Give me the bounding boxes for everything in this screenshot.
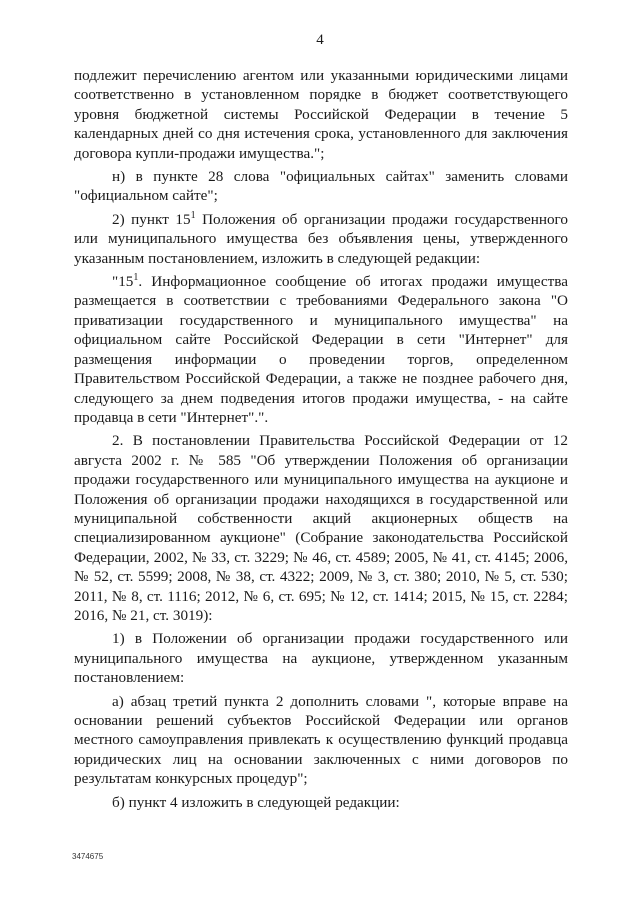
text-fragment: "15 xyxy=(112,273,134,291)
paragraph-quote-15-1 xyxy=(74,272,568,427)
superscript: 1 xyxy=(133,272,139,283)
paragraph-item-n: н) в пункте 28 слова "официальных сайтах" заменить словами "официальном сайте"; xyxy=(74,168,568,205)
paragraph-sub-a: а) абзац третий пункта 2 дополнить словами ", которые вправе на основании решений субъектов Российской Федерации или органов местного самоуправления привлекать к осуществлению функций продавца юридических лиц на основании заключенных с ними договоров по результатам конкурсных процедур"; xyxy=(74,692,568,788)
document-id: 3474675 xyxy=(72,852,104,861)
page-number: 4 xyxy=(316,32,324,48)
text-fragment: 2) пункт 15 xyxy=(112,210,191,228)
paragraph-sub-1: 1) в Положении об организации продажи государственного или муниципального имущества на аукционе, утвержденном указанным постановлением: xyxy=(74,630,568,687)
text-fragment: . Информационное сообщение об итогах продажи имущества размещается в соответствии с требованиями Федерального закона "О приватизации государственного и муниципального имущества" на официальном сайте Российской Федерации в сети "Интернет" для размещения информации о проведении торгов, определенном Правительством Российской Федерации, а также не позднее рабочего дня, следующего за днем подведения итогов продажи имущества, - на сайте продавца в сети "Интернет".". xyxy=(74,273,568,426)
paragraph-sub-b: б) пункт 4 изложить в следующей редакции: xyxy=(112,793,400,811)
text-fragment: Положения об организации продажи государственного или муниципального имущества без объявления цены, утвержденного указанным постановлением, изложить в следующей редакции: xyxy=(74,210,568,267)
paragraph-item-2-part xyxy=(74,210,568,268)
paragraph-continuation: подлежит перечислению агентом или указанными юридическими лицами соответственно в установленном порядке в бюджет соответствующего уровня бюджетной системы Российской Федерации в течение 5 календарных дней со дня истечения срока, установленного для заключения договора купли-продажи имущества."; xyxy=(74,67,568,162)
document-body xyxy=(74,66,568,816)
superscript: 1 xyxy=(190,209,196,221)
paragraph-item-2: 2. В постановлении Правительства Российской Федерации от 12 августа 2002 г. № 585 "Об утверждении Положения об организации продажи государственного или муниципального имущества на аукционе и Положения об организации продажи находящихся в государственной или муниципальной собственности акций акционерных обществ на специализированном аукционе" (Собрание законодательства Российской Федерации, 2002, № 33, ст. 3229; № 46, ст. 4589; 2005, № 41, ст. 4145; 2006, № 52, ст. 5599; 2008, № 38, ст. 4322; 2009, № 3, ст. 380; 2010, № 5, ст. 530; 2011, № 8, ст. 1116; 2012, № 6, ст. 695; № 12, ст. 1414; 2015, № 15, ст. 2284; 2016, № 21, ст. 3019): xyxy=(74,432,568,624)
